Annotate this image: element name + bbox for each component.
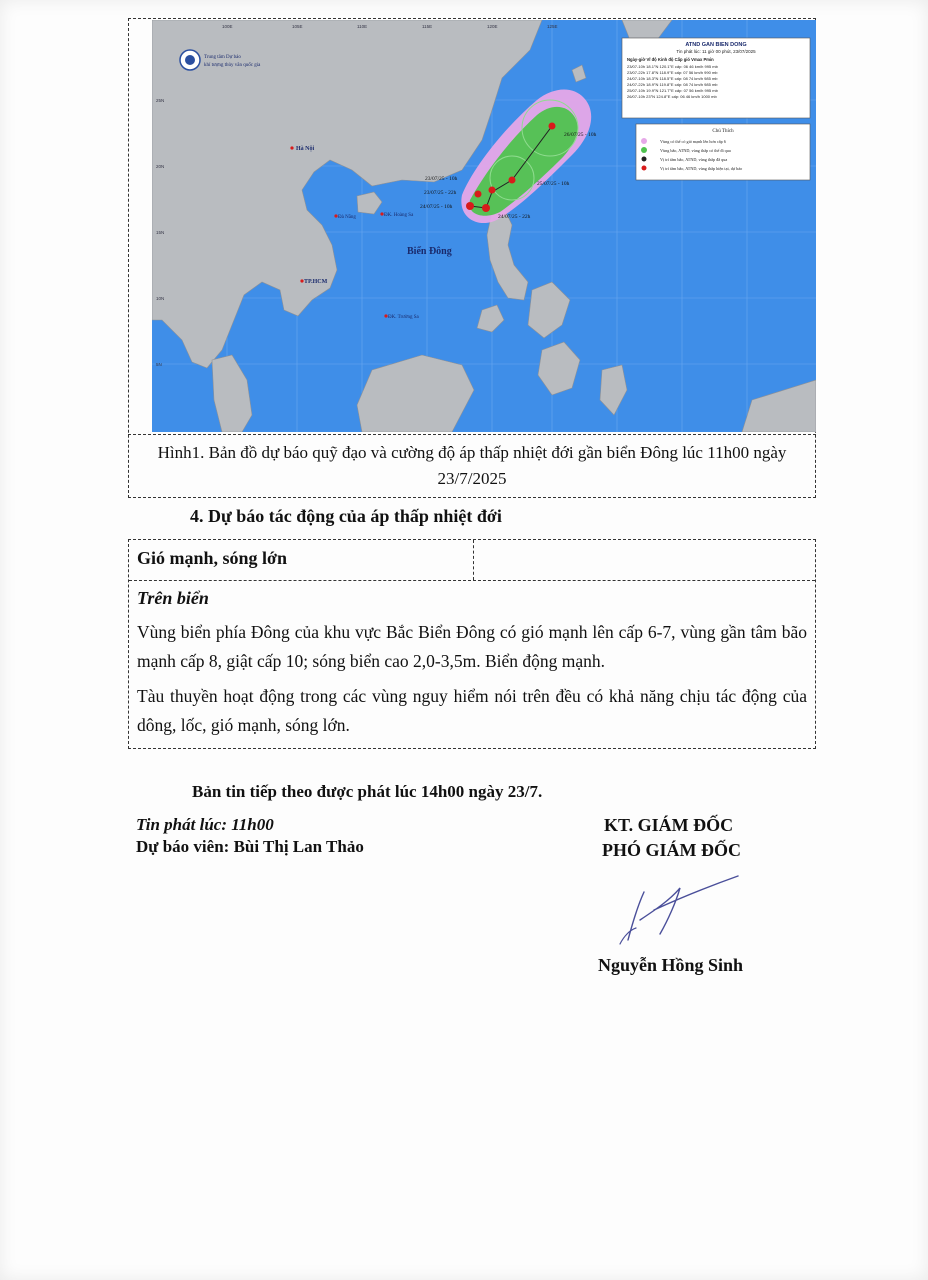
legend-key-item: Vị trí tâm bão, ATND, vùng thấp hiện tại, dự báo <box>660 166 743 171</box>
place-tphcm: TP.HCM <box>304 279 328 285</box>
track-label-t4: 24/07/25 - 22h <box>498 214 531 220</box>
legend-title: ATND GAN BIEN DONG <box>685 42 747 48</box>
lon-tick-100e: 100E <box>222 24 233 29</box>
table-column-divider <box>473 540 474 580</box>
agency-logo <box>180 50 200 70</box>
storm-position-t2 <box>475 191 482 198</box>
legend-issued: Tin phát lúc: 11 giờ 00 phút, 23/07/2025 <box>676 49 756 54</box>
legend-row: 25/07-10h 19.9°N 121.7°E cấp: 07 56 km/h 995 mb <box>627 88 718 93</box>
org-name-line1: Trung tâm Dự báo <box>204 55 241 60</box>
lon-tick-105e: 105E <box>292 24 303 29</box>
lat-tick-5n: 5N <box>156 362 162 367</box>
track-label-t5: 25/07/25 - 10h <box>537 181 570 187</box>
impact-paragraph-2: Tàu thuyền hoạt động trong các vùng nguy hiểm nói trên đều có khả năng chịu tác động của dông, lốc, gió mạnh, sóng lớn. <box>137 686 807 735</box>
storm-position-t6 <box>549 123 556 130</box>
legend-columns: Ngày-giờ Vĩ độ Kinh độ Cấp gió Vmax Pmin <box>627 57 714 62</box>
place-truongsa: ĐK. Trường Sa <box>388 315 419 320</box>
impact-table <box>128 539 816 749</box>
signatory-name: Nguyễn Hồng Sinh <box>598 955 744 975</box>
lat-tick-15n: 15N <box>156 230 165 235</box>
place-hanoi: Hà Nội <box>296 146 315 152</box>
lon-tick-110e: 110E <box>357 24 368 29</box>
figure-caption <box>130 440 814 492</box>
track-label-t3: 24/07/25 - 10h <box>420 204 453 210</box>
storm-position-t5 <box>509 177 516 184</box>
storm-track-map <box>152 20 816 432</box>
table-header-cell: Gió mạnh, sóng lớn <box>137 548 288 568</box>
legend-key-item: Vùng bão, ATND, vùng thấp có thể đi qua <box>660 148 731 153</box>
forecaster-name: Dự báo viên: Bùi Thị Lan Thảo <box>136 837 364 856</box>
issued-time: Tin phát lúc: 11h00 <box>136 815 274 834</box>
track-label-t1: 23/07/25 - 10h <box>425 176 458 182</box>
lat-tick-20n: 20N <box>156 164 165 169</box>
legend-key-item: Vùng có thể có gió mạnh lên hơn cấp 6 <box>660 139 726 144</box>
handwritten-signature <box>610 870 750 950</box>
legend-box <box>622 38 810 118</box>
storm-position-t1 <box>466 202 474 210</box>
legend-key-title: Chú Thích <box>712 129 734 134</box>
place-bien-dong: Biển Đông <box>407 246 452 257</box>
legend-key <box>636 124 810 180</box>
lat-tick-25n: 25N <box>156 98 165 103</box>
track-label-t6: 26/07/25 - 10h <box>564 132 597 138</box>
lon-tick-115e: 115E <box>422 24 433 29</box>
legend-row: 23/07-22h 17.8°N 118.9°E cấp: 07 56 km/h 990 mb <box>627 70 718 75</box>
org-name-line2: khí tượng thủy văn quốc gia <box>204 63 261 68</box>
lon-tick-120e: 120E <box>487 24 498 29</box>
caption-line-2: 23/7/2025 <box>437 469 507 488</box>
storm-position-t4 <box>482 204 490 212</box>
signatory-title-1: KT. GIÁM ĐỐC <box>604 815 734 835</box>
section-heading: 4. Dự báo tác động của áp thấp nhiệt đới <box>190 506 502 526</box>
legend-row: 24/07-22h 18.9°N 119.8°E cấp: 08 74 km/h 985 mb <box>627 82 718 87</box>
next-bulletin-note: Bản tin tiếp theo được phát lúc 14h00 ngày 23/7. <box>192 782 543 801</box>
lon-tick-125e: 125E <box>547 24 558 29</box>
legend-row: 23/07-10h 18.1°N 120.1°E cấp: 06 46 km/h 995 mb <box>627 64 718 69</box>
legend-key-item: Vị trí tâm bão, ATND, vùng thấp đã qua <box>660 157 728 162</box>
map-svg <box>152 20 816 432</box>
signatory-title-2: PHÓ GIÁM ĐỐC <box>602 840 741 860</box>
impact-paragraph-1: Vùng biển phía Đông của khu vực Bắc Biển Đông có gió mạnh lên cấp 6-7, vùng gần tâm bão mạnh cấp 8, giật cấp 10; sóng biển cao 2,0-3,5m. Biển động mạnh. <box>137 622 807 671</box>
lat-tick-10n: 10N <box>156 296 165 301</box>
table-subheading: Trên biển <box>137 588 209 608</box>
figure-caption-divider <box>128 434 816 435</box>
storm-position-t3 <box>489 187 496 194</box>
legend-row: 24/07-10h 18.3°N 118.5°E cấp: 08 74 km/h 985 mb <box>627 76 718 81</box>
place-hoangsa: ĐK. Hoàng Sa <box>384 213 414 218</box>
track-label-t2: 23/07/25 - 22h <box>424 190 457 196</box>
legend-row: 26/07-10h 23°N 124.8°E cấp: 06 46 km/h 1000 mb <box>627 94 717 99</box>
place-danang: Đà Nẵng <box>338 215 356 220</box>
caption-line-1: Hình1. Bản đồ dự báo quỹ đạo và cường độ áp thấp nhiệt đới gần biển Đông lúc 11h00 ngày <box>157 443 787 462</box>
